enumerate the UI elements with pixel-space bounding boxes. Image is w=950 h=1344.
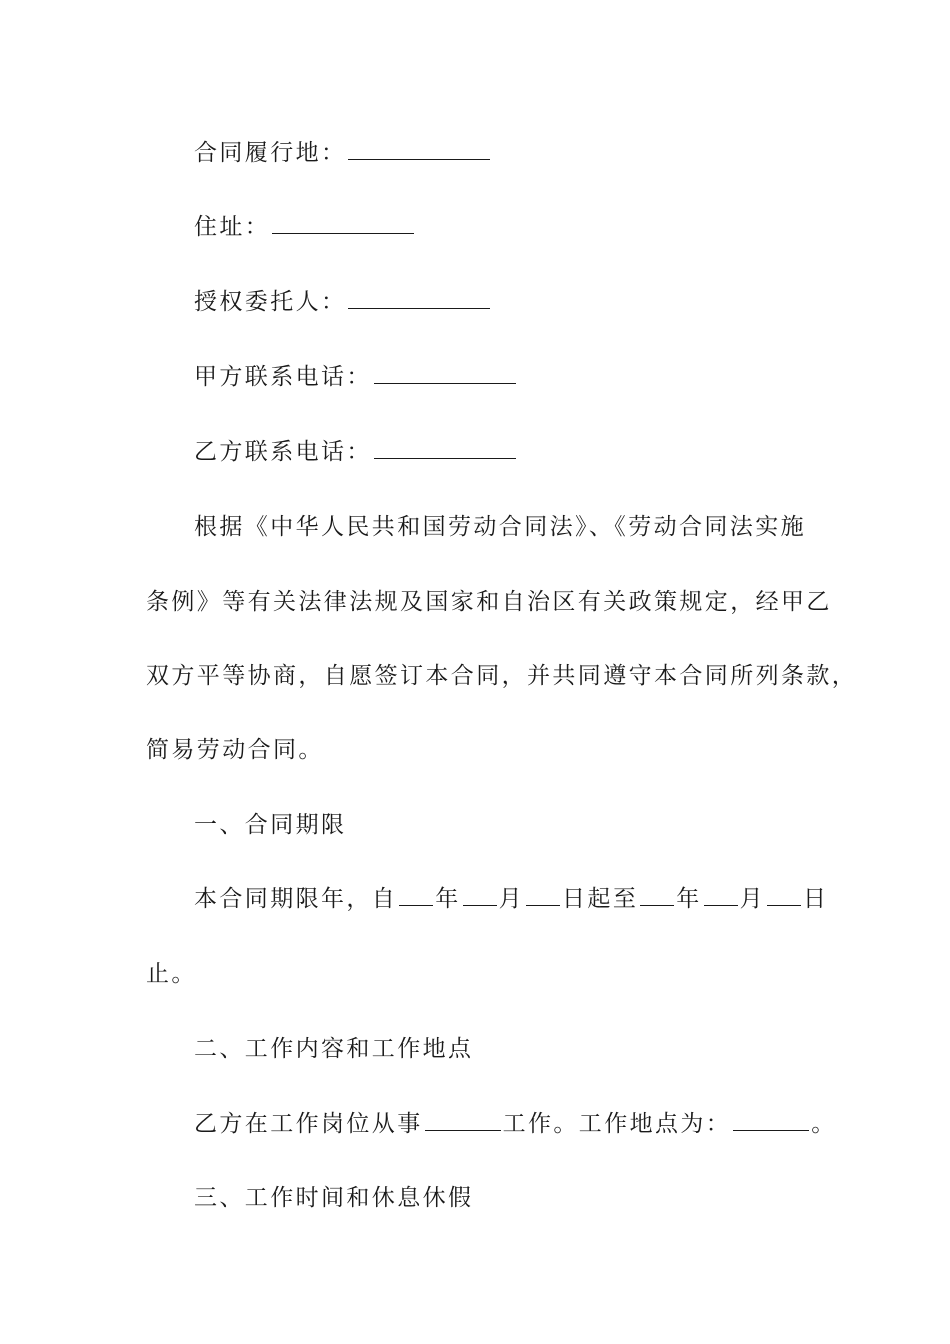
start-month-blank — [463, 885, 497, 906]
agent-blank — [348, 288, 490, 309]
intro-line-2: 条例》等有关法律法规及国家和自治区有关政策规定，经甲乙 — [146, 589, 832, 615]
end-year-blank — [640, 885, 674, 906]
place-field — [194, 138, 864, 168]
end-year-label: 年 — [676, 886, 702, 912]
party-b-phone-blank — [374, 438, 516, 459]
end-month-label: 月 — [739, 886, 766, 912]
address-label: 住址： — [194, 214, 271, 240]
address-blank — [272, 213, 414, 234]
place-blank — [348, 139, 490, 160]
place-label: 合同履行地： — [194, 140, 347, 166]
work-content-text: 乙方在工作岗位从事 — [194, 1111, 423, 1137]
work-location-text: 工作。工作地点为： — [502, 1111, 732, 1137]
start-month-label: 月 — [498, 886, 525, 912]
intro-line-1: 根据《中华人民共和国劳动合同法》、《劳动合同法实施 — [194, 514, 806, 540]
end-day-label: 日 — [803, 886, 829, 912]
agent-label: 授权委托人： — [194, 289, 347, 315]
location-blank — [733, 1110, 809, 1131]
intro-line-4: 简易劳动合同。 — [146, 737, 324, 763]
term-line — [194, 884, 864, 914]
work-content-line — [194, 1109, 864, 1139]
section-1-heading: 一、合同期限 — [194, 812, 347, 838]
start-year-blank — [399, 885, 433, 906]
term-text-start: 本合同期限年，自 — [194, 886, 398, 912]
work-line-end: 。 — [811, 1111, 837, 1137]
section-3-heading: 三、工作时间和休息休假 — [194, 1185, 474, 1211]
start-day-blank — [526, 885, 560, 906]
term-line-end: 止。 — [146, 961, 197, 987]
party-a-phone-blank — [374, 363, 516, 384]
party-b-phone-label: 乙方联系电话： — [194, 439, 372, 465]
start-year-label: 年 — [435, 886, 461, 912]
section-2-heading: 二、工作内容和工作地点 — [194, 1036, 474, 1062]
end-day-blank — [767, 885, 801, 906]
end-month-blank — [704, 885, 738, 906]
start-day-label: 日起至 — [562, 886, 639, 912]
party-b-phone-field — [194, 437, 864, 467]
intro-line-3: 双方平等协商，自愿签订本合同，并共同遵守本合同所列条款， — [146, 663, 858, 689]
job-blank — [425, 1110, 501, 1131]
address-field — [194, 212, 864, 242]
party-a-phone-label: 甲方联系电话： — [194, 364, 372, 390]
agent-field — [194, 287, 864, 317]
party-a-phone-field — [194, 362, 864, 392]
